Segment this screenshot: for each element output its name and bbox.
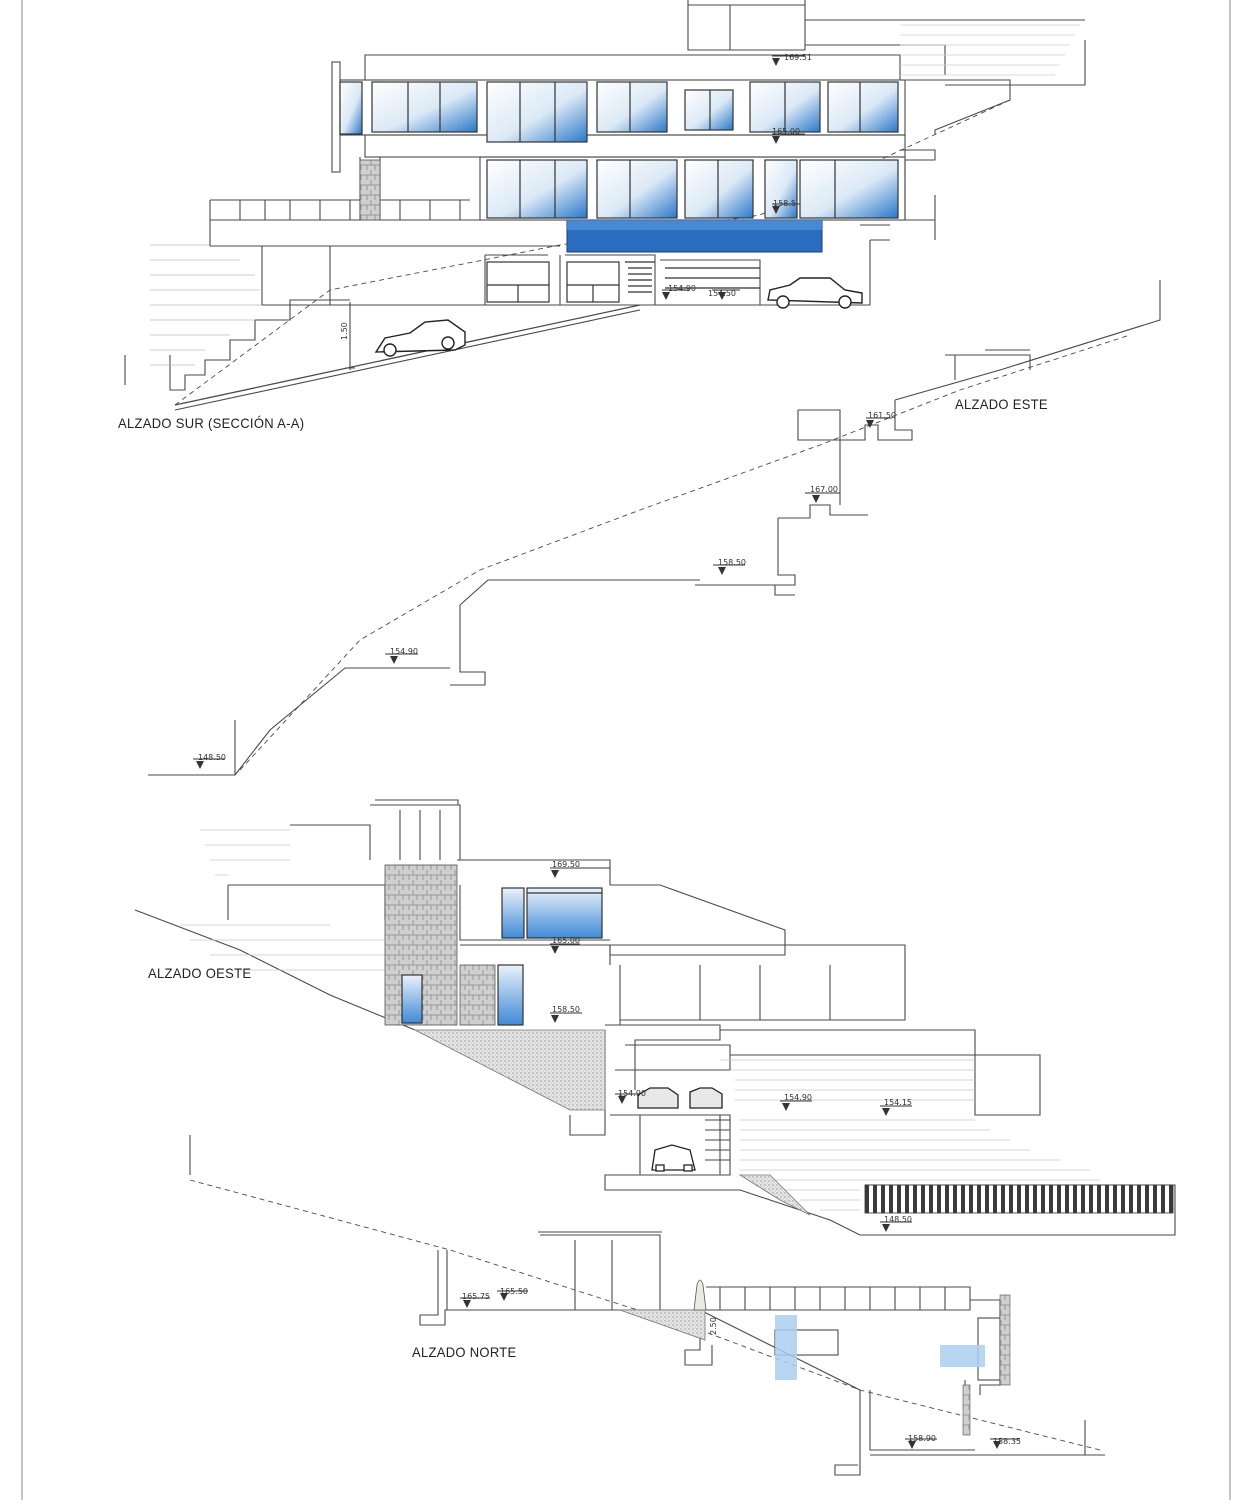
elevation-east [148, 280, 1160, 775]
level-label: 148.50 [198, 753, 226, 762]
level-label: 154.15 [884, 1098, 912, 1107]
level-label: 1.50 [340, 322, 349, 340]
level-label: 158.5 [773, 199, 796, 208]
level-label: 154.90 [618, 1089, 646, 1098]
level-label: 158.50 [552, 1005, 580, 1014]
level-label: 154.90 [390, 647, 418, 656]
level-label: 154.90 [668, 284, 696, 293]
level-markers-north [460, 1287, 1021, 1449]
railing [865, 1185, 1173, 1213]
level-label: 165.00 [772, 127, 800, 136]
level-label: 165.75 [462, 1292, 490, 1301]
title-alzado-oeste: ALZADO OESTE [148, 965, 252, 982]
level-label: 154.50 [708, 289, 736, 298]
south-glazing [340, 82, 898, 218]
level-label: 169.50 [552, 860, 580, 869]
title-alzado-sur: ALZADO SUR (SECCIÓN A-A) [118, 415, 305, 432]
level-markers-east [193, 411, 896, 769]
level-label: 165.00 [552, 936, 580, 945]
level-label: 158.50 [718, 558, 746, 567]
title-alzado-este: ALZADO ESTE [955, 396, 1048, 413]
car-icon [638, 1088, 722, 1171]
title-alzado-norte: ALZADO NORTE [412, 1344, 517, 1361]
level-label: 148.50 [884, 1215, 912, 1224]
level-label: 169.51 [784, 53, 812, 62]
level-label: 158.90 [908, 1434, 936, 1443]
level-label: 165.50 [500, 1287, 528, 1296]
level-label: 158.35 [993, 1437, 1021, 1446]
level-label: 154.90 [784, 1093, 812, 1102]
level-label: 167.00 [810, 485, 838, 494]
level-label: 161.50 [868, 411, 896, 420]
level-label: 2.50 [709, 1317, 718, 1335]
